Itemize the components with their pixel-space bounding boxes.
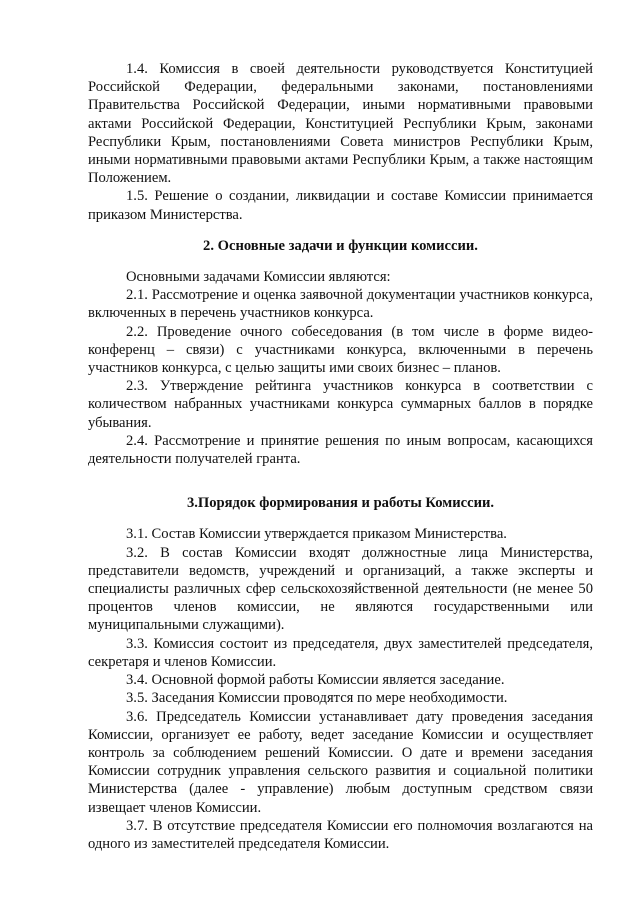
paragraph-2-3: 2.3. Утверждение рейтинга участников конкурса в соответствии с количеством набранных участниками конкурса суммарных баллов в порядке убывания. — [88, 378, 593, 431]
section-3-heading: 3.Порядок формирования и работы Комиссии. — [186, 495, 495, 512]
paragraph-2-2: 2.2. Проведение очного собеседования (в том числе в форме видео-конференц – связи) с участниками конкурса, включенными в перечень участников конкурса, с целью защиты ими своих бизнес – планов. — [88, 323, 593, 377]
paragraph-3-7: 3.7. В отсутствие председателя Комиссии его полномочия возлагаются на одного из заместителей председателя Комиссии. — [88, 817, 593, 852]
paragraph-3-1: 3.1. Состав Комиссии утверждается приказом Министерства. — [126, 526, 507, 543]
section-2-intro: Основными задачами Комиссии являются: — [126, 269, 391, 286]
paragraph-3-5: 3.5. Заседания Комиссии проводятся по мере необходимости. — [126, 690, 508, 707]
paragraph-3-6: 3.6. Председатель Комиссии устанавливает дату проведения заседания Комиссии, организует ее работу, ведет заседание Комиссии и осуществляет контроль за соблюдением решений Комиссии. О дате и времени заседания Комиссии сотрудник управления сельского развития и социальной политики Министерства (далее - управление) любым доступным средством связи извещает членов Комиссии. — [88, 708, 593, 816]
paragraph-1-4: 1.4. Комиссия в своей деятельности руководствуется Конституцией Российской Федерации, федеральными законами, постановлениями Правительства Российской Федерации, иными нормативными правовыми актами Российской Федерации, Конституцией Республики Крым, законами Республики Крым, постановлениями Совета министров Республики Крым, иными нормативными правовыми актами Республики Крым, а также настоящим Положением. — [88, 61, 593, 187]
paragraph-3-3: 3.3. Комиссия состоит из председателя, двух заместителей председателя, секретаря и членов Комиссии. — [88, 635, 593, 670]
paragraph-3-4: 3.4. Основной формой работы Комиссии является заседание. — [126, 672, 505, 689]
paragraph-3-2: 3.2. В состав Комиссии входят должностные лица Министерства, представители ведомств, учреждений и организаций, а также эксперты и специалисты различных сфер сельскохозяйственной деятельности (не менее 50 процентов членов комиссии, не являются государственными или муниципальными служащими). — [88, 544, 593, 634]
paragraph-2-4: 2.4. Рассмотрение и принятие решения по иным вопросам, касающихся деятельности получателей гранта. — [88, 432, 593, 468]
section-2-heading: 2. Основные задачи и функции комиссии. — [203, 237, 478, 254]
paragraph-1-5: 1.5. Решение о создании, ликвидации и составе Комиссии принимается приказом Министерства. — [88, 188, 593, 223]
document-page — [88, 60, 593, 853]
paragraph-2-1: 2.1. Рассмотрение и оценка заявочной документации участников конкурса, включенных в перечень участников конкурса. — [88, 287, 593, 322]
